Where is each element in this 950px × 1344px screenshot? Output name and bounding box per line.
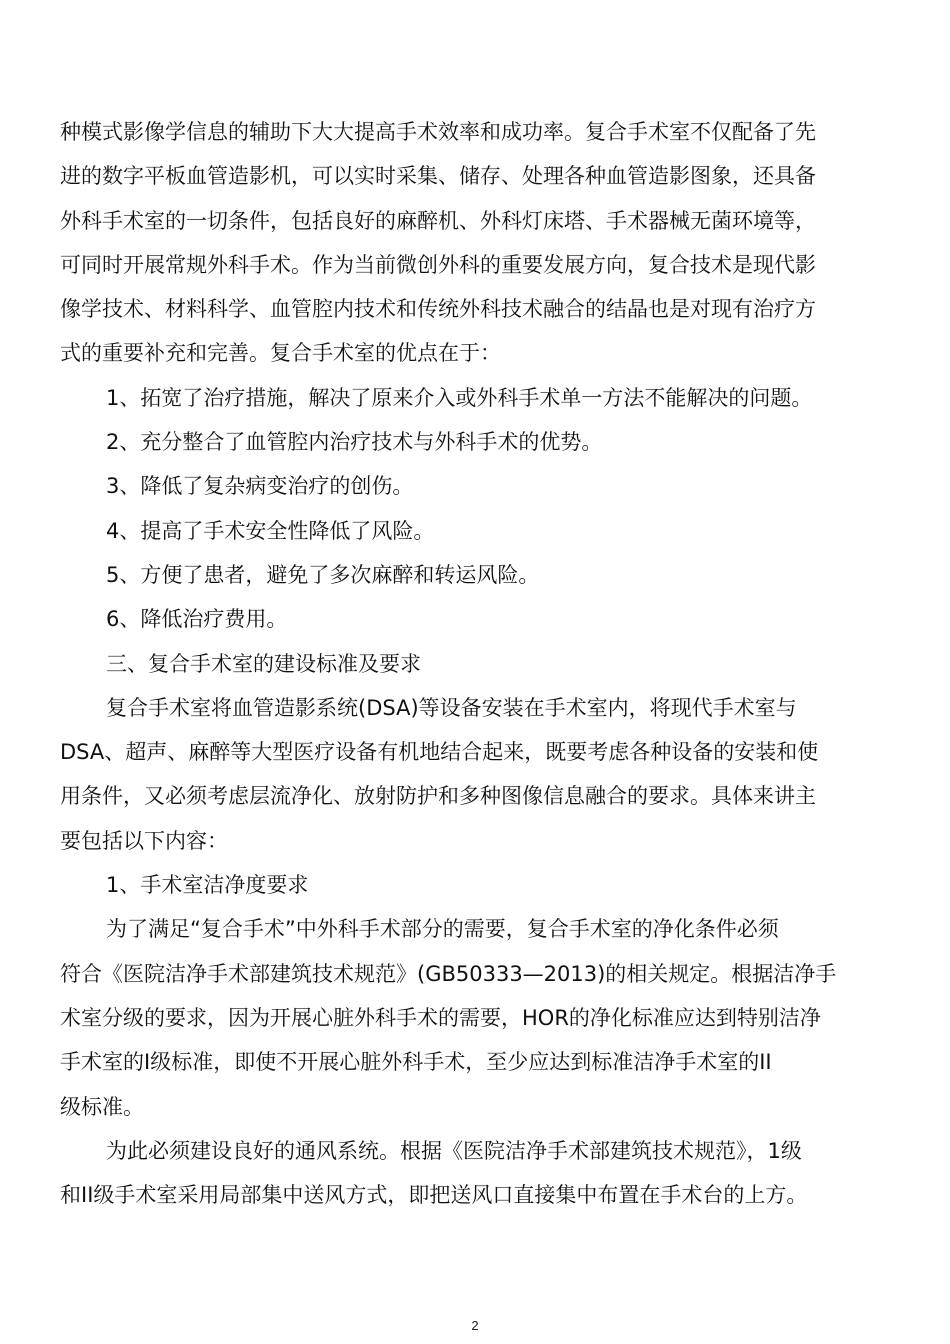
paragraph-line: 种模式影像学信息的辅助下大大提高手术效率和成功率。复合手术室不仅配备了先: [60, 120, 816, 144]
paragraph-line: 进的数字平板血管造影机，可以实时采集、储存、处理各种血管造影图象，还具备: [60, 164, 816, 189]
list-item: 4、提高了手术安全性降低了风险。: [106, 518, 435, 543]
paragraph-line: 外科手术室的一切条件，包括良好的麻醉机、外科灯床塔、手术器械无菌环境等，: [60, 208, 816, 233]
paragraph-line: 式的重要补充和完善。复合手术室的优点在于：: [60, 341, 501, 366]
paragraph-line: 手术室的I级标准，即使不开展心脏外科手术，至少应达到标准洁净手术室的II: [60, 1050, 772, 1075]
paragraph-line: 可同时开展常规外科手术。作为当前微创外科的重要发展方向，复合技术是现代影: [60, 252, 816, 277]
page-number: 2: [471, 1318, 479, 1333]
paragraph-line: 为了满足“复合手术”中外科手术部分的需要，复合手术室的净化条件必须: [106, 917, 779, 942]
subsection-heading: 1、手术室洁净度要求: [106, 873, 309, 898]
list-item: 2、充分整合了血管腔内治疗技术与外科手术的优势。: [106, 430, 603, 455]
list-item: 1、拓宽了治疗措施，解决了原来介入或外科手术单一方法不能解决的问题。: [106, 385, 813, 410]
paragraph-line: DSA、超声、麻醉等大型医疗设备有机地结合起来，既要考虑各种设备的安装和使: [60, 740, 819, 765]
paragraph-line: 术室分级的要求，因为开展心脏外科手术的需要，HOR的净化标准应达到特别洁净: [60, 1005, 821, 1030]
paragraph-line: 级标准。: [60, 1094, 144, 1119]
paragraph-line: 和II级手术室采用局部集中送风方式，即把送风口直接集中布置在手术台的上方。: [60, 1183, 808, 1208]
paragraph-line: 用条件，又必须考虑层流净化、放射防护和多种图像信息融合的要求。具体来讲主: [60, 784, 816, 809]
section-heading: 三、复合手术室的建设标准及要求: [106, 651, 421, 676]
document-body: [60, 110, 920, 1217]
paragraph-line: 为此必须建设良好的通风系统。根据《医院洁净手术部建筑技术规范》，1级: [106, 1138, 802, 1163]
paragraph-line: 要包括以下内容：: [60, 828, 228, 853]
list-item: 5、方便了患者，避免了多次麻醉和转运风险。: [106, 562, 540, 587]
paragraph-line: 复合手术室将血管造影系统(DSA)等设备安装在手术室内，将现代手术室与: [106, 695, 797, 720]
list-item: 3、降低了复杂病变治疗的创伤。: [106, 474, 414, 499]
list-item: 6、降低治疗费用。: [106, 607, 288, 632]
paragraph-line: 符合《医院洁净手术部建筑技术规范》(GB50333—2013)的相关规定。根据洁净手: [60, 961, 837, 986]
paragraph-line: 像学技术、材料科学、血管腔内技术和传统外科技术融合的结晶也是对现有治疗方: [60, 297, 816, 322]
